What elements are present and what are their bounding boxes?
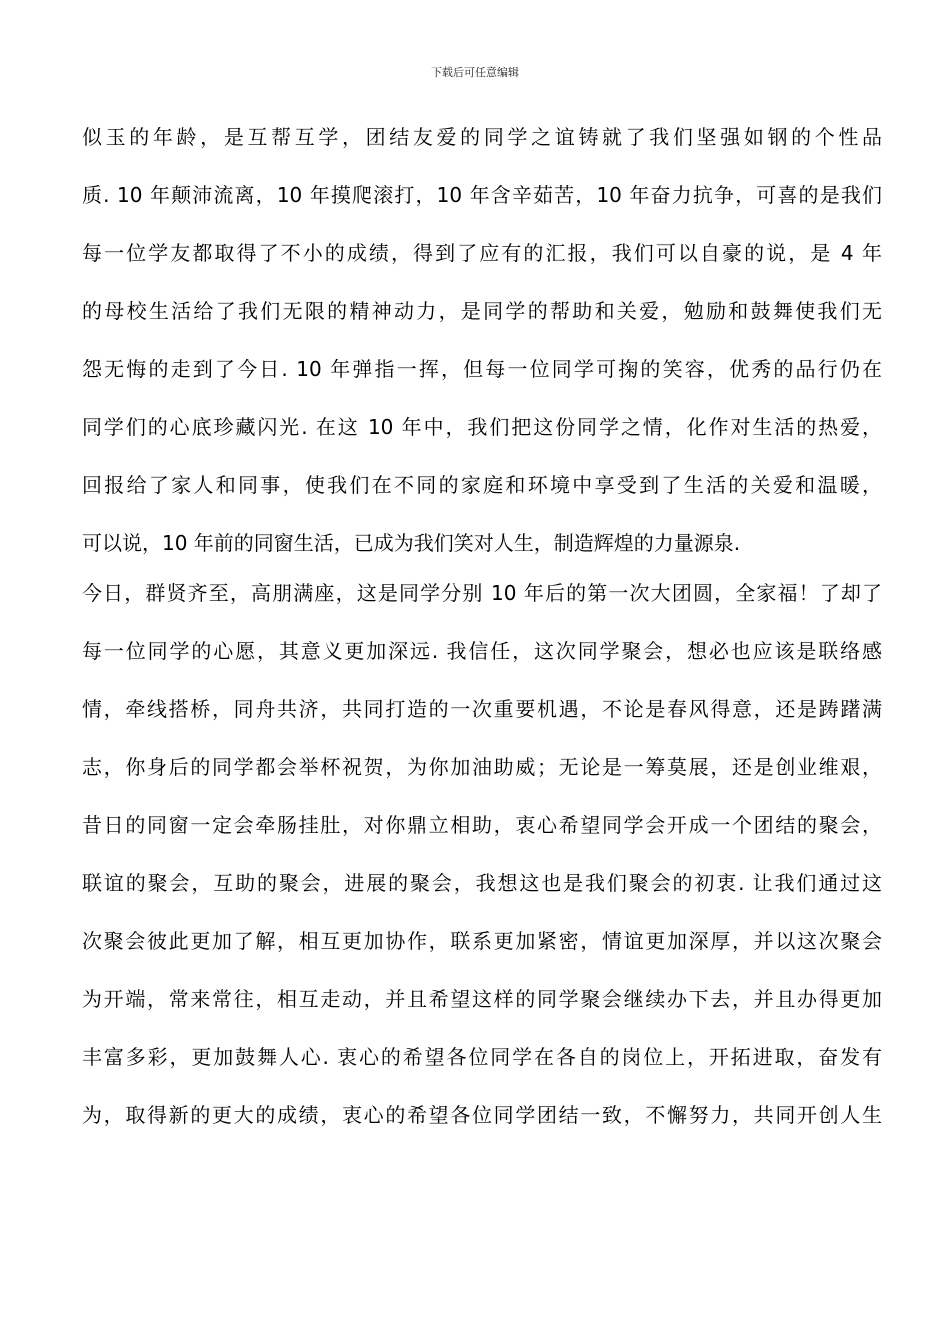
page-header: 下载后可任意编辑: [431, 66, 519, 79]
document-body: [82, 118, 882, 1134]
text-line: 每一位同学的心愿，其意义更加深远. 我信任，这次同学聚会，想必也应该是联络感: [82, 639, 882, 663]
text-line: 联谊的聚会，互助的聚会，进展的聚会，我想这也是我们聚会的初衷. 让我们通过这: [82, 871, 882, 895]
text-line: 每一位学友都取得了不小的成绩，得到了应有的汇报，我们可以自豪的说，是 4 年: [82, 241, 882, 265]
text-line: 可以说，10 年前的同窗生活，已成为我们笑对人生，制造辉煌的力量源泉.: [82, 531, 741, 555]
text-line: 为，取得新的更大的成绩，衷心的希望各位同学团结一致，不懈努力，共同开创人生: [82, 1103, 882, 1127]
text-line: 次聚会彼此更加了解，相互更加协作，联系更加紧密，情谊更加深厚，并以这次聚会: [82, 929, 882, 953]
text-line: 怨无悔的走到了今日. 10 年弹指一挥，但每一位同学可掬的笑容，优秀的品行仍在: [82, 357, 882, 381]
text-line: 质. 10 年颠沛流离，10 年摸爬滚打，10 年含辛茹苦，10 年奋力抗争，可喜的是我们: [82, 183, 882, 207]
text-line: 丰富多彩，更加鼓舞人心. 衷心的希望各位同学在各自的岗位上，开拓进取，奋发有: [82, 1045, 882, 1069]
text-line: 同学们的心底珍藏闪光. 在这 10 年中，我们把这份同学之情，化作对生活的热爱，: [82, 415, 882, 439]
text-line: 今日，群贤齐至，高朋满座，这是同学分别 10 年后的第一次大团圆，全家福！了却了: [82, 581, 882, 605]
text-line: 似玉的年龄，是互帮互学，团结友爱的同学之谊铸就了我们坚强如钢的个性品: [82, 125, 882, 149]
paragraph-2: [82, 574, 882, 1134]
text-line: 昔日的同窗一定会牵肠挂肚，对你鼎立相助，衷心希望同学会开成一个团结的聚会，: [82, 813, 882, 837]
text-line: 情，牵线搭桥，同舟共济，共同打造的一次重要机遇，不论是春风得意，还是踌躇满: [82, 697, 882, 721]
text-line: 的母校生活给了我们无限的精神动力，是同学的帮助和关爱，勉励和鼓舞使我们无: [82, 299, 882, 323]
text-line: 为开端，常来常往，相互走动，并且希望这样的同学聚会继续办下去，并且办得更加: [82, 987, 882, 1011]
paragraph-1: [82, 118, 882, 562]
text-line: 回报给了家人和同事，使我们在不同的家庭和环境中享受到了生活的关爱和温暖，: [82, 473, 882, 497]
text-line: 志，你身后的同学都会举杯祝贺，为你加油助威；无论是一筹莫展，还是创业维艰，: [82, 755, 882, 779]
